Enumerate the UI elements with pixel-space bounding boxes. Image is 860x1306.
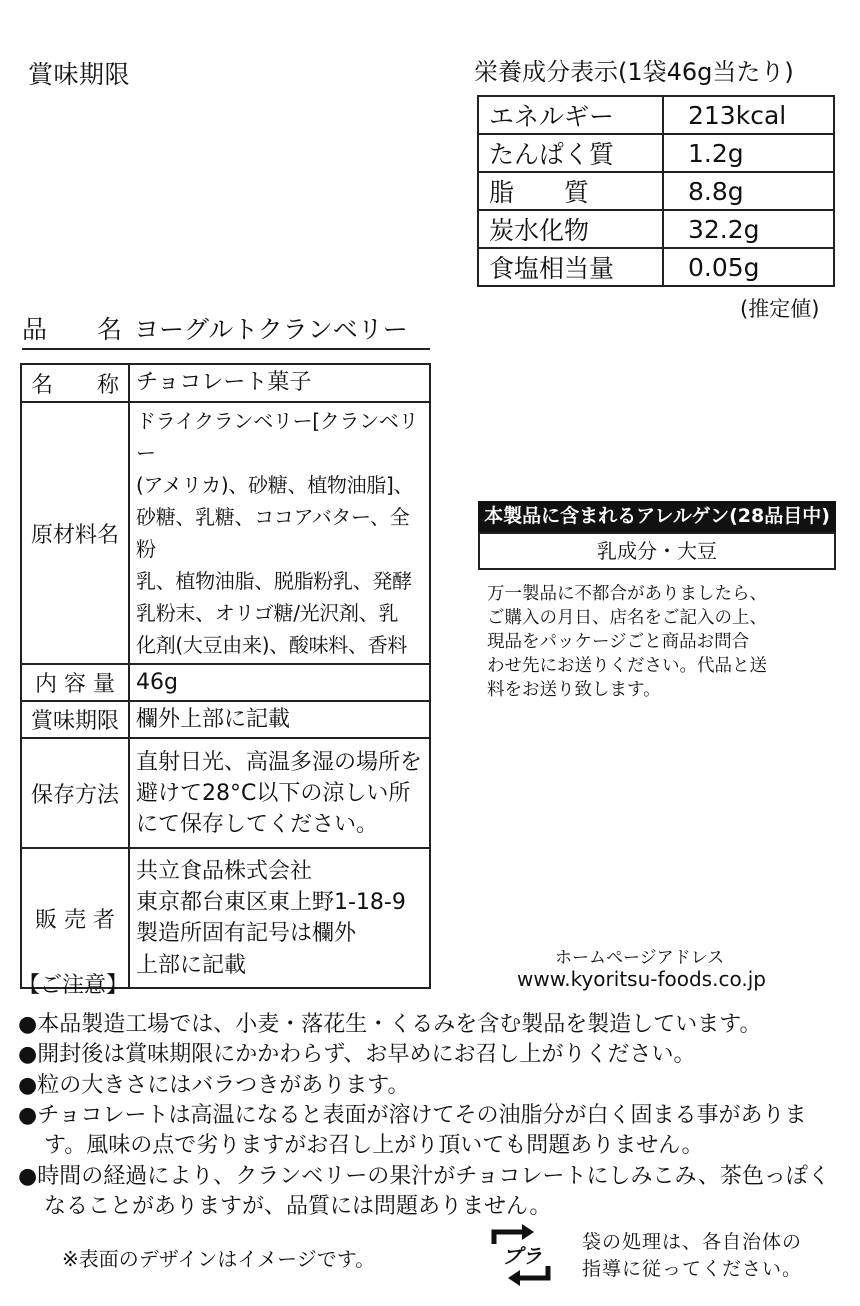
value-line: 乳、植物油脂、脱脂粉乳、発酵 [136,569,412,593]
caution-item: ●粒の大きさにはバラつきがあります。 [18,1072,410,1098]
disposal-line: 袋の処理は、各自治体の [582,1231,803,1253]
caution-item: ●開封後は賞味期限にかかわらず、お早めにお召し上がりください。 [18,1042,696,1068]
notice-line: ご購入の月日、店名をご記入の上、 [487,607,767,628]
nutrition-value: 32.2g [663,210,834,248]
value-line: (アメリカ)、砂糖、植物油脂]、 [136,473,414,497]
notice-line: 料をお送り致します。 [487,679,661,700]
value-line: 化剤(大豆由来)、酸味料、香料 [136,633,408,657]
nutrition-row-salt [478,248,834,286]
value-line: 共立食品株式会社 [136,859,313,884]
homepage-label: ホームページアドレス [555,948,725,968]
nutrition-row-carbohydrate [478,210,834,248]
product-name-line [22,312,430,350]
caution-header: 【ご注意】 [18,973,129,998]
product-row-label: 賞味期限 [21,701,129,738]
nutrition-label: 脂 質 [478,172,663,210]
nutrition-label: 食塩相当量 [478,248,663,286]
product-row-value [129,701,430,738]
nutrition-table [477,95,835,287]
value-line: 46g [136,670,178,695]
notice-line: 現品をパッケージごと商品お問合 [487,631,750,652]
disposal-line: 指導に従ってください。 [582,1257,803,1280]
pla-recycle-icon [486,1222,556,1288]
nutrition-label: エネルギー [478,96,663,134]
value-line: 東京都台東区東上野1-18-9 [136,890,406,916]
notice-line: 万一製品に不都合がありましたら、 [487,584,767,604]
disposal-instructions [582,1229,802,1282]
product-row-value [129,402,430,664]
notice-line: わせ先にお送りください。代品と送 [487,655,767,676]
allergen-header: 本製品に含まれるアレルゲン(28品目中) [478,501,836,532]
nutrition-row-energy [478,96,834,134]
product-row-value [129,664,430,701]
nutrition-estimate-note: (推定値) [740,297,820,321]
product-row-label: 内 容 量 [21,664,129,701]
value-line: にて保存してください。 [136,812,379,838]
nutrition-row-fat [478,172,834,210]
caution-item: ●本品製造工場では、小麦・落花生・くるみを含む製品を製造しています。 [18,1012,762,1037]
nutrition-row-protein [478,134,834,172]
nutrition-title: 栄養成分表示(1袋46g当たり) [474,58,794,86]
value-line: 上部に記載 [136,952,247,978]
nutrition-label: 炭水化物 [478,210,663,248]
product-row-ingredients [21,402,430,664]
product-row-value [129,364,430,402]
product-row-quantity [21,664,430,701]
design-note: ※表面のデザインはイメージです。 [62,1247,376,1271]
value-line: 砂糖、乳糖、ココアバター、全粉 [136,505,410,561]
product-row-storage [21,738,430,848]
caution-item: ●時間の経過により、クランベリーの果汁がチョコレートにしみこみ、茶色っぽくなることがありますが、品質には問題ありません。 [18,1163,830,1220]
caution-list [18,1010,848,1223]
recycle-mark-label: プラ [502,1244,542,1268]
nutrition-value: 0.05g [663,248,834,286]
nutrition-value: 8.8g [663,172,834,210]
product-row-label: 名 称 [21,364,129,402]
value-line: 乳粉末、オリゴ糖/光沢剤、乳 [136,601,399,625]
product-name-label: 品 名 [22,315,123,344]
product-row-value [129,738,430,848]
value-line: 直射日光、高温多湿の場所を [136,749,423,775]
value-line: 避けて28°C以下の涼しい所 [136,780,411,806]
value-line: 欄外上部に記載 [136,707,291,733]
product-row-category [21,364,430,402]
homepage-url[interactable]: www.kyoritsu-foods.co.jp [517,967,766,991]
product-row-expiry [21,701,430,738]
product-row-value [129,848,430,988]
nutrition-value: 213kcal [663,96,834,134]
value-line: チョコレート菓子 [136,370,312,396]
product-info-table [20,363,431,989]
product-row-label: 販 売 者 [21,848,129,988]
value-line: ドライクランベリー[クランベリー [136,409,419,465]
nutrition-label: たんぱく質 [478,134,663,172]
product-name-value: ヨーグルトクランベリー [134,315,408,344]
caution-item: ●チョコレートは高温になると表面が溶けてその油脂分が白く固まる事があります。風味の点で劣りますがお召し上がり頂いても問題ありません。 [18,1103,807,1159]
product-row-label: 原材料名 [21,402,129,664]
nutrition-value: 1.2g [663,134,834,172]
expiry-date-heading: 賞味期限 [28,60,131,89]
allergen-value: 乳成分・大豆 [478,532,836,570]
value-line: 製造所固有記号は欄外 [136,921,357,947]
defect-notice [487,583,837,703]
product-row-label: 保存方法 [21,738,129,848]
